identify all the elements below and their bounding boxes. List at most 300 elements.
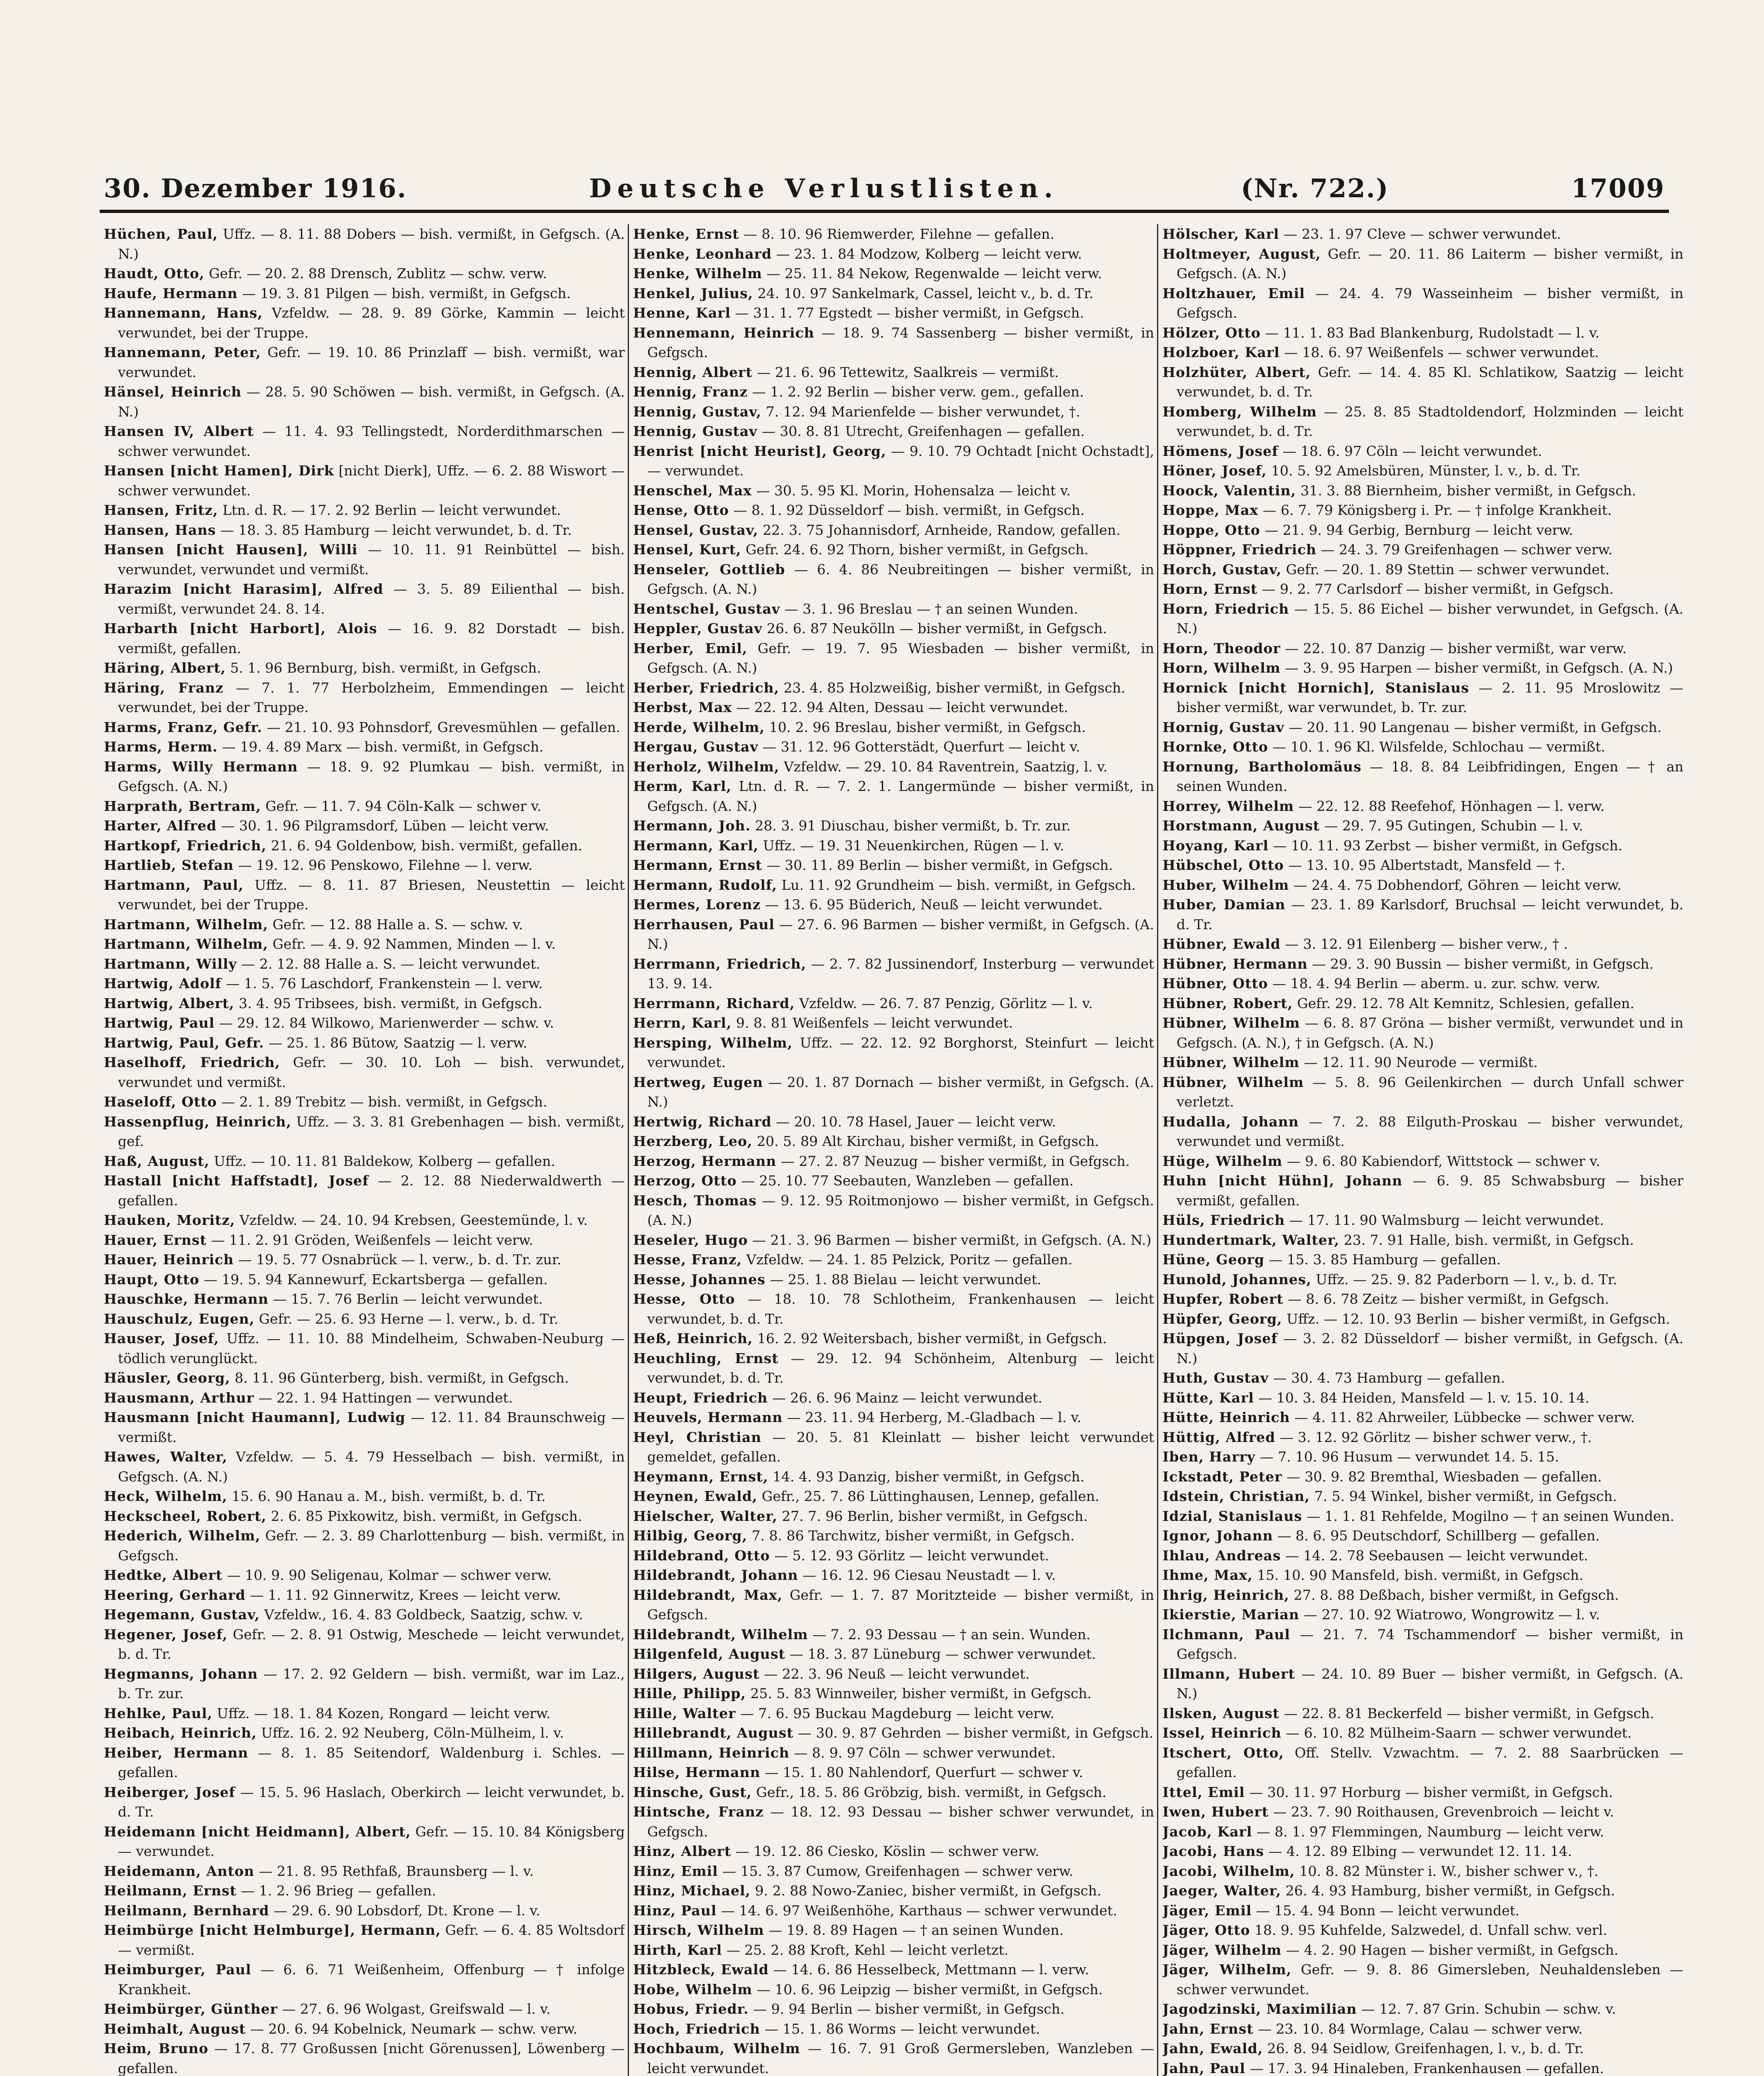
entry-details: — 23. 11. 94 Herberg, M.-Gladbach — l. v.	[787, 1409, 1081, 1425]
entry-details: — 30. 9. 87 Gehrden — bisher vermißt, in Gefgsch.	[798, 1725, 1154, 1741]
entry-details: Ltn. d. R. — 7. 2. 1. Langermünde — bisher vermißt, in Gefgsch. (A. N.)	[647, 778, 1154, 814]
list-entry	[104, 421, 625, 461]
list-entry	[633, 1151, 1154, 1171]
entry-name: Hensel, Kurt,	[633, 541, 741, 558]
entry-details: — 14. 6. 97 Weißenhöhe, Karthaus — schwer verwundet.	[721, 1902, 1117, 1919]
entry-name: Heilmann, Ernst	[104, 1883, 237, 1899]
list-entry	[1162, 2059, 1683, 2076]
entry-details: — 29. 6. 90 Lobsdorf, Dt. Krone — l. v.	[274, 1902, 541, 1919]
entry-details: 21. 6. 94 Goldenbow, bish. vermißt, gefallen.	[271, 837, 582, 854]
entry-details: [nicht Dierk], Uffz. — 6. 2. 88 Wiswort — schwer verwundet.	[118, 463, 625, 499]
entry-name: Hertwig, Richard	[633, 1113, 772, 1130]
entry-details: Uffz. 16. 2. 92 Neuberg, Cöln-Mülheim, l. v.	[261, 1725, 564, 1741]
list-entry	[1162, 1486, 1683, 1506]
entry-name: Hansen, Fritz,	[104, 502, 218, 518]
column-divider-1	[628, 224, 629, 2076]
entry-details: Gefr. 24. 6. 92 Thorn, bisher vermißt, in Gefgsch.	[745, 541, 1089, 558]
entry-name: Harms, Franz, Gefr.	[104, 719, 262, 735]
entry-name: Hensel, Gustav,	[633, 521, 758, 538]
entry-details: — 27. 10. 92 Wiatrowo, Wongrowitz — l. v.	[1304, 1606, 1600, 1623]
entry-name: Harazim [nicht Harasim], Alfred	[104, 581, 384, 597]
entry-name: Herzog, Hermann	[633, 1153, 777, 1169]
entry-details: — 7. 2. 93 Dessau — † an sein. Wunden.	[812, 1626, 1091, 1643]
entry-details: 23. 4. 85 Holzweißig, bisher vermißt, in Gefgsch.	[783, 679, 1125, 696]
entry-name: Hesse, Franz,	[633, 1251, 742, 1268]
list-entry	[1162, 1881, 1683, 1901]
list-entry	[633, 1763, 1154, 1782]
list-entry	[1162, 1605, 1683, 1625]
list-entry	[633, 2039, 1154, 2076]
entry-name: Heseler, Hugo	[633, 1231, 748, 1248]
list-entry	[1162, 796, 1683, 816]
entry-details: — 10. 11. 91 Reinbüttel — bish. verwundet, verwundet und vermißt.	[118, 541, 625, 578]
entry-name: Hartwig, Adolf	[104, 975, 222, 991]
entry-details: — 5. 12. 93 Görlitz — leicht verwundet.	[774, 1547, 1049, 1564]
entry-name: Heymann, Ernst,	[633, 1468, 768, 1485]
entry-name: Horn, Ernst	[1162, 581, 1258, 597]
list-entry	[1162, 1506, 1683, 1526]
entry-name: Haudt, Otto,	[104, 265, 205, 282]
entry-name: Hillebrandt, August	[633, 1725, 794, 1741]
list-entry	[1162, 1250, 1683, 1270]
list-entry	[633, 1112, 1154, 1132]
entry-details: Gefr., 25. 7. 86 Lüttinghausen, Lennep, gefallen.	[761, 1488, 1100, 1504]
list-entry	[104, 1368, 625, 1388]
list-entry	[633, 284, 1154, 304]
entry-details: — 7. 1. 77 Herbolzheim, Emmendingen — leicht verwundet, bei der Truppe.	[118, 679, 625, 715]
entry-name: Hartwig, Albert,	[104, 995, 235, 1011]
list-entry	[104, 796, 625, 816]
entry-name: Heupt, Friedrich	[633, 1389, 768, 1406]
entry-details: — 18. 10. 78 Schlotheim, Frankenhausen — leicht verwundet, b. d. Tr.	[647, 1291, 1154, 1327]
entry-name: Hüls, Friedrich	[1162, 1212, 1285, 1228]
entry-details: — 3. 12. 91 Eilenberg — bisher verw., † .	[1285, 936, 1568, 952]
list-entry	[1162, 1901, 1683, 1921]
list-entry	[1162, 441, 1683, 461]
entry-name: Hille, Walter	[633, 1705, 736, 1721]
list-entry	[633, 954, 1154, 994]
list-entry	[1162, 1782, 1683, 1802]
entry-details: — 18. 6. 97 Weißenfels — schwer verwundet.	[1284, 344, 1599, 360]
list-entry	[1162, 1368, 1683, 1388]
entry-name: Herrmann, Richard,	[633, 995, 795, 1011]
entry-details: — 4. 11. 82 Ahrweiler, Lübbecke — schwer verw.	[1294, 1409, 1635, 1425]
entry-details: — 22. 1. 94 Hattingen — verwundet.	[258, 1389, 513, 1406]
entry-details: Vzfeldw. — 29. 10. 84 Raventrein, Saatzig, l. v.	[783, 758, 1108, 775]
entry-details: Gefr. — 20. 11. 86 Laiterm — bisher vermißt, in Gefgsch. (A. N.)	[1177, 245, 1683, 282]
entry-name: Henke, Wilhelm	[633, 265, 762, 282]
entry-details: — 8. 10. 96 Riemwerder, Filehne — gefallen.	[743, 226, 1054, 242]
entry-details: 25. 5. 83 Winnweiler, bisher vermißt, in Gefgsch.	[750, 1685, 1092, 1701]
list-entry	[104, 1112, 625, 1151]
list-entry	[104, 1092, 625, 1112]
entry-details: — 21. 3. 96 Barmen — bisher vermißt, in Gefgsch. (A. N.)	[752, 1231, 1152, 1248]
entry-name: Hillmann, Heinrich	[633, 1744, 790, 1761]
list-entry	[104, 1704, 625, 1723]
entry-details: Uffz. — 25. 9. 82 Paderborn — l. v., b. d. Tr.	[1316, 1271, 1617, 1288]
list-entry	[104, 1782, 625, 1822]
entry-name: Hunold, Johannes,	[1162, 1271, 1311, 1288]
entry-details: Gefr. — 19. 7. 95 Wiesbaden — bisher vermißt, in Gefgsch. (A. N.)	[647, 640, 1154, 676]
entry-details: 27. 7. 96 Berlin, bisher vermißt, in Gefgsch.	[782, 1508, 1088, 1524]
entry-name: Hömens, Josef	[1162, 443, 1279, 459]
entry-details: — 24. 10. 89 Buer — bisher vermißt, in Gefgsch. (A. N.)	[1177, 1665, 1683, 1701]
list-entry	[633, 560, 1154, 599]
entry-name: Hildebrandt, Johann	[633, 1567, 798, 1583]
entry-name: Jäger, Wilhelm,	[1162, 1961, 1292, 1978]
entry-name: Horn, Friedrich	[1162, 600, 1289, 617]
list-entry	[633, 1526, 1154, 1546]
entry-name: Hennig, Gustav,	[633, 403, 762, 420]
header-issue-number: (Nr. 722.)	[1240, 173, 1389, 203]
entry-details: Off. Stellv. Vzwachtm. — 7. 2. 88 Saarbrücken — gefallen.	[1177, 1744, 1683, 1780]
entry-name: Haufe, Hermann	[104, 285, 238, 301]
list-entry	[1162, 1822, 1683, 1842]
list-entry	[104, 500, 625, 520]
entry-name: Hornung, Bartholomäus	[1162, 758, 1362, 775]
entry-name: Heimhalt, August	[104, 2020, 246, 2037]
list-entry	[1162, 875, 1683, 895]
entry-details: 23. 7. 91 Halle, bish. vermißt, in Gefgsch.	[1343, 1231, 1634, 1248]
entry-name: Hartkopf, Friedrich,	[104, 837, 267, 854]
list-entry	[1162, 658, 1683, 678]
entry-details: — 10. 9. 90 Seligenau, Kolmar — schwer verw.	[227, 1567, 552, 1583]
entry-details: — 19. 12. 96 Penskowo, Filehne — l. verw.	[238, 857, 533, 873]
entry-name: Henke, Ernst	[633, 226, 739, 242]
entry-details: — 30. 11. 97 Horburg — bisher vermißt, in Gefgsch.	[1249, 1784, 1613, 1800]
list-entry	[1162, 1704, 1683, 1723]
list-entry	[104, 717, 625, 737]
list-entry	[104, 678, 625, 717]
entry-details: Gefr. — 2. 8. 91 Ostwig, Meschede — leicht verwundet, b. d. Tr.	[118, 1626, 625, 1662]
entry-details: 10. 5. 92 Amelsbüren, Münster, l. v., b. d. Tr.	[1271, 463, 1581, 479]
list-entry	[633, 1782, 1154, 1802]
entry-details: — 11. 4. 93 Tellingstedt, Norderdithmarschen — schwer verwundet.	[118, 423, 625, 459]
entry-name: Hansen [nicht Hausen], Willi	[104, 541, 358, 558]
entry-details: — 23. 10. 84 Wormlage, Calau — schwer verw.	[1258, 2020, 1583, 2037]
entry-details: — 5. 8. 96 Geilenkirchen — durch Unfall schwer verletzt.	[1177, 1074, 1683, 1110]
entry-details: — 29. 12. 84 Wilkowo, Marienwerder — schw. v.	[219, 1015, 554, 1031]
entry-name: Hartlieb, Stefan	[104, 857, 234, 873]
entry-details: — 22. 12. 88 Reefehof, Hönhagen — l. verw.	[1298, 798, 1605, 814]
list-entry	[633, 599, 1154, 619]
entry-name: Hermann, Rudolf,	[633, 876, 777, 893]
list-entry	[1162, 362, 1683, 402]
list-entry	[633, 540, 1154, 560]
list-entry	[1162, 1467, 1683, 1487]
entry-name: Hüge, Wilhelm	[1162, 1153, 1283, 1169]
entry-details: — 24. 4. 79 Wasseinheim — bisher vermißt, in Gefgsch.	[1177, 285, 1683, 321]
entry-details: — 6. 9. 85 Schwabsburg — bisher vermißt, gefallen.	[1177, 1173, 1683, 1209]
list-entry	[633, 816, 1154, 836]
entry-details: Uffz. — 19. 31 Neuenkirchen, Rügen — l. v.	[763, 837, 1064, 854]
list-entry	[104, 1033, 625, 1053]
list-entry	[104, 1408, 625, 1447]
entry-details: Gefr. — 4. 9. 92 Nammen, Minden — l. v.	[272, 936, 556, 952]
list-entry	[633, 1506, 1154, 1526]
header-page-number: 17009	[1571, 173, 1665, 203]
list-entry	[633, 1585, 1154, 1625]
entry-details: — 1. 5. 76 Laschdorf, Frankenstein — l. verw.	[226, 975, 543, 991]
entry-details: — 15. 1. 80 Nahlendorf, Querfurt — schwer v.	[765, 1764, 1084, 1780]
list-entry	[633, 737, 1154, 757]
entry-details: — 6. 10. 82 Mülheim-Saarn — schwer verwundet.	[1286, 1725, 1632, 1741]
entry-name: Hudalla, Johann	[1162, 1113, 1299, 1130]
entry-name: Hennig, Franz	[633, 384, 748, 400]
entry-name: Häring, Franz	[104, 679, 224, 696]
list-entry	[104, 520, 625, 540]
list-entry	[1162, 1171, 1683, 1210]
entry-name: Hartmann, Willy	[104, 955, 237, 972]
entry-name: Herrmann, Friedrich,	[633, 955, 807, 972]
list-entry	[633, 303, 1154, 323]
entry-name: Hilbig, Georg,	[633, 1528, 748, 1544]
list-entry	[1162, 520, 1683, 540]
entry-details: Uffz. — 22. 12. 92 Borghorst, Steinfurt — leicht verwundet.	[647, 1034, 1154, 1070]
entry-details: Gefr. — 12. 88 Halle a. S. — schw. v.	[272, 916, 523, 933]
entry-name: Hinsche, Gust,	[633, 1784, 752, 1800]
list-entry	[1162, 284, 1683, 323]
entry-details: — 30. 11. 89 Berlin — bisher vermißt, in Gefgsch.	[766, 857, 1113, 873]
entry-details: Gefr. — 11. 7. 94 Cöln-Kalk — schwer v.	[265, 798, 542, 814]
entry-name: Ilsken, August	[1162, 1705, 1280, 1721]
list-entry	[1162, 2039, 1683, 2059]
list-entry	[1162, 1013, 1683, 1053]
entry-details: 22. 3. 75 Johannisdorf, Arnheide, Randow, gefallen.	[763, 521, 1121, 538]
list-entry	[104, 1920, 625, 1960]
list-entry	[104, 284, 625, 304]
entry-details: Uffz. — 18. 1. 84 Kozen, Rongard — leicht verw.	[217, 1705, 551, 1721]
entry-details: 9. 2. 88 Nowo-Zaniec, bisher vermißt, in Gefgsch.	[755, 1883, 1101, 1899]
entry-name: Jagodzinski, Maximilian	[1162, 2001, 1357, 2017]
entry-name: Hübner, Hermann	[1162, 955, 1308, 972]
list-entry	[104, 382, 625, 421]
entry-details: — 1. 2. 92 Berlin — bisher verw. gem., gefallen.	[752, 384, 1084, 400]
entry-name: Hüpfer, Georg,	[1162, 1310, 1282, 1327]
entry-details: 9. 8. 81 Weißenfels — leicht verwundet.	[736, 1015, 1013, 1031]
list-entry	[1162, 1920, 1683, 1940]
entry-details: Lu. 11. 92 Grundheim — bish. vermißt, in Gefgsch.	[781, 876, 1136, 893]
entry-name: Jacobi, Hans	[1162, 1843, 1264, 1859]
entry-name: Hennig, Gustav	[633, 423, 758, 439]
entry-details: — 1. 2. 96 Brieg — gefallen.	[241, 1883, 436, 1899]
entry-details: — 30. 9. 82 Bremthal, Wiesbaden — gefallen.	[1286, 1468, 1602, 1485]
entry-name: Hilse, Hermann	[633, 1764, 761, 1780]
entry-name: Harms, Herm.	[104, 739, 218, 755]
list-entry	[633, 1427, 1154, 1467]
entry-details: — 29. 12. 94 Schönheim, Altenburg — leicht verwundet, b. d. Tr.	[647, 1350, 1154, 1386]
list-entry	[1162, 323, 1683, 343]
list-entry	[104, 915, 625, 935]
entry-name: Hochbaum, Wilhelm	[633, 2040, 800, 2056]
entry-details: — 15. 3. 87 Cumow, Greifenhagen — schwer verw.	[722, 1863, 1074, 1879]
entry-details: — 2. 12. 88 Halle a. S. — leicht verwundet.	[241, 955, 541, 972]
list-entry	[633, 855, 1154, 875]
entry-details: — 20. 1. 87 Dornach — bisher vermißt, in Gefgsch. (A. N.)	[647, 1074, 1154, 1110]
list-entry	[104, 579, 625, 619]
entry-name: Heyl, Christian	[633, 1429, 762, 1445]
entry-details: Uffz. — 10. 11. 81 Baldekow, Kolberg — gefallen.	[214, 1153, 555, 1169]
entry-details: 31. 3. 88 Biernheim, bisher vermißt, in Gefgsch.	[1300, 482, 1637, 499]
entry-name: Hehlke, Paul,	[104, 1705, 213, 1721]
entry-details: 7. 12. 94 Marienfelde — bisher verwundet, †.	[766, 403, 1080, 420]
entry-name: Hinz, Emil	[633, 1863, 718, 1879]
list-entry	[1162, 1664, 1683, 1704]
entry-name: Henschel, Max	[633, 482, 752, 499]
entry-name: Haselhoff, Friedrich,	[104, 1054, 280, 1070]
entry-name: Hütte, Heinrich	[1162, 1409, 1290, 1425]
header-date: 30. Dezember 1916.	[104, 173, 407, 203]
entry-name: Hintsche, Franz	[633, 1804, 764, 1820]
entry-details: — 8. 1. 92 Düsseldorf — bish. vermißt, in Gefgsch.	[733, 502, 1085, 518]
list-entry	[1162, 974, 1683, 994]
entry-details: — 25. 1. 86 Bütow, Saatzig — l. verw.	[268, 1034, 528, 1051]
entry-name: Hilgenfeld, August	[633, 1646, 785, 1662]
entry-name: Hartwig, Paul, Gefr.	[104, 1034, 264, 1051]
list-entry	[633, 441, 1154, 481]
list-entry	[1162, 1526, 1683, 1546]
entry-details: — 15. 5. 96 Haslach, Oberkirch — leicht verwundet, b. d. Tr.	[118, 1784, 625, 1820]
entry-name: Hoppe, Otto	[1162, 521, 1260, 538]
list-entry	[1162, 1329, 1683, 1368]
entry-details: 15. 6. 90 Hanau a. M., bish. vermißt, b. d. Tr.	[232, 1488, 546, 1504]
entry-details: Vzfeldw. — 5. 4. 79 Hesselbach — bish. vermißt, in Gefgsch. (A. N.)	[118, 1449, 625, 1485]
entry-name: Heynen, Ewald,	[633, 1488, 758, 1504]
entry-details: — 25. 8. 85 Stadtoldendorf, Holzminden — leicht verwundet, b. d. Tr.	[1177, 403, 1683, 439]
entry-details: — 15. 5. 86 Eichel — bisher verwundet, in Gefgsch. (A. N.)	[1177, 600, 1683, 637]
list-entry	[104, 1664, 625, 1704]
entry-name: Jacob, Karl	[1162, 1823, 1253, 1840]
entry-details: — 8. 1. 97 Flemmingen, Naumburg — leicht verw.	[1256, 1823, 1605, 1840]
list-entry	[633, 1033, 1154, 1072]
entry-details: — 6. 4. 86 Neubreitingen — bisher vermißt, in Gefgsch. (A. N.)	[647, 561, 1154, 597]
list-entry	[633, 362, 1154, 382]
list-entry	[633, 264, 1154, 284]
list-entry	[633, 1270, 1154, 1290]
entry-name: Ihlau, Andreas	[1162, 1547, 1281, 1564]
entry-name: Horstmann, August	[1162, 818, 1320, 834]
list-entry	[633, 1920, 1154, 1940]
entry-name: Hegemann, Gustav,	[104, 1606, 260, 1623]
entry-name: Ikierstie, Marian	[1162, 1606, 1299, 1623]
list-entry	[1162, 1309, 1683, 1329]
entry-name: Hauschke, Hermann	[104, 1291, 269, 1307]
list-entry	[633, 421, 1154, 441]
entry-name: Herber, Emil,	[633, 640, 748, 656]
list-entry	[1162, 1210, 1683, 1230]
list-entry	[1162, 579, 1683, 599]
list-entry	[104, 224, 625, 264]
list-entry	[633, 1013, 1154, 1033]
entry-name: Haseloff, Otto	[104, 1094, 217, 1110]
entry-name: Hauer, Heinrich	[104, 1251, 234, 1268]
list-entry	[104, 343, 625, 382]
entry-details: — 23. 1. 97 Cleve — schwer verwundet.	[1283, 226, 1561, 242]
entry-name: Hausmann, Arthur	[104, 1389, 254, 1406]
entry-details: — 8. 6. 78 Zeitz — bisher vermißt, in Gefgsch.	[1288, 1291, 1610, 1307]
entry-name: Hölzer, Otto	[1162, 324, 1261, 341]
entry-details: Gefr. 29. 12. 78 Alt Kemnitz, Schlesien, gefallen.	[1297, 995, 1634, 1011]
entry-name: Hinz, Michael,	[633, 1883, 751, 1899]
entry-name: Hoppe, Max	[1162, 502, 1258, 518]
entry-details: — 15. 3. 85 Hamburg — gefallen.	[1269, 1251, 1501, 1268]
entry-details: — 21. 6. 96 Tettewitz, Saalkreis — vermißt.	[757, 364, 1059, 380]
list-entry	[633, 244, 1154, 264]
list-entry	[104, 1309, 625, 1329]
entry-name: Jäger, Emil	[1162, 1902, 1252, 1919]
entry-details: — 2. 7. 82 Jussinendorf, Insterburg — verwundet 13. 9. 14.	[647, 955, 1154, 991]
list-entry	[104, 1289, 625, 1309]
list-entry	[104, 1053, 625, 1092]
list-entry	[633, 717, 1154, 737]
entry-name: Hirsch, Wilhelm	[633, 1922, 764, 1938]
entry-name: Hausmann [nicht Haumann], Ludwig	[104, 1409, 406, 1425]
entry-name: Heibach, Heinrich,	[104, 1725, 257, 1741]
entry-name: Herrhausen, Paul	[633, 916, 775, 933]
entry-details: 7. 8. 86 Tarchwitz, bisher vermißt, in Gefgsch.	[751, 1528, 1075, 1544]
entry-details: — 30. 8. 81 Utrecht, Greifenhagen — gefallen.	[761, 423, 1085, 439]
list-entry	[633, 224, 1154, 244]
entry-details: Vzfeldw. — 24. 10. 94 Krebsen, Geestemünde, l. v.	[239, 1212, 588, 1228]
entry-name: Herm, Karl,	[633, 778, 732, 794]
entry-name: Hertweg, Eugen	[633, 1074, 763, 1090]
list-entry	[1162, 2019, 1683, 2039]
entry-name: Herzberg, Leo,	[633, 1133, 753, 1149]
entry-name: Ittel, Emil	[1162, 1784, 1245, 1800]
entry-name: Hirth, Karl	[633, 1941, 722, 1958]
entry-details: Gefr. — 20. 1. 89 Stettin — schwer verwundet.	[1286, 561, 1610, 578]
entry-name: Hauschulz, Eugen,	[104, 1310, 255, 1327]
entry-details: — 25. 10. 77 Seebauten, Wanzleben — gefallen.	[741, 1173, 1074, 1189]
entry-name: Herzog, Otto	[633, 1173, 737, 1189]
list-entry	[104, 1447, 625, 1486]
entry-details: — 1. 1. 81 Rehfelde, Mogilno — † an seinen Wunden.	[1306, 1508, 1675, 1524]
entry-name: Hennig, Albert	[633, 364, 753, 380]
entry-details: 27. 8. 88 Deßbach, bisher vermißt, in Gefgsch.	[1294, 1586, 1619, 1603]
list-entry	[633, 1743, 1154, 1763]
list-entry	[104, 1822, 625, 1861]
entry-name: Hawes, Walter,	[104, 1449, 228, 1465]
entry-details: — 22. 12. 94 Alten, Dessau — leicht verwundet.	[736, 699, 1068, 715]
entry-name: Hesse, Otto	[633, 1291, 735, 1307]
list-entry	[633, 915, 1154, 954]
entry-details: 26. 8. 94 Seidlow, Greifenhagen, l. v., b. d. Tr.	[1267, 2040, 1584, 2056]
entry-name: Jacobi, Wilhelm,	[1162, 1863, 1295, 1879]
entry-name: Henkel, Julius,	[633, 285, 754, 301]
entry-name: Hegmanns, Johann	[104, 1665, 258, 1682]
entry-details: — 17. 11. 90 Walmsburg — leicht verwundet.	[1289, 1212, 1604, 1228]
entry-name: Henne, Karl	[633, 305, 731, 321]
entry-details: — 22. 8. 81 Beckerfeld — bisher vermißt, in Gefgsch.	[1284, 1705, 1654, 1721]
entry-details: — 10. 1. 96 Kl. Wilsfelde, Schlochau — vermißt.	[1272, 739, 1605, 755]
entry-name: Jäger, Otto	[1162, 1922, 1250, 1938]
list-entry	[1162, 1072, 1683, 1112]
entry-name: Hübner, Wilhelm	[1162, 1015, 1300, 1031]
entry-name: Ilchmann, Paul	[1162, 1626, 1290, 1643]
entry-name: Heß, Heinrich,	[633, 1330, 753, 1346]
entry-details: — 19. 12. 86 Ciesko, Köslin — schwer verw.	[735, 1843, 1040, 1859]
entry-name: Hense, Otto	[633, 502, 729, 518]
list-entry	[1162, 481, 1683, 501]
list-entry	[1162, 343, 1683, 362]
entry-details: — 3. 2. 82 Düsseldorf — bisher vermißt, in Gefgsch. (A. N.)	[1177, 1330, 1683, 1366]
list-entry	[633, 1999, 1154, 2019]
entry-details: — 9. 10. 79 Ochtadt [nicht Ochstadt], — verwundet.	[647, 443, 1154, 479]
entry-name: Hüne, Georg	[1162, 1251, 1265, 1268]
list-entry	[1162, 678, 1683, 717]
entry-name: Hentschel, Gustav	[633, 600, 780, 617]
entry-name: Haß, August,	[104, 1153, 210, 1169]
